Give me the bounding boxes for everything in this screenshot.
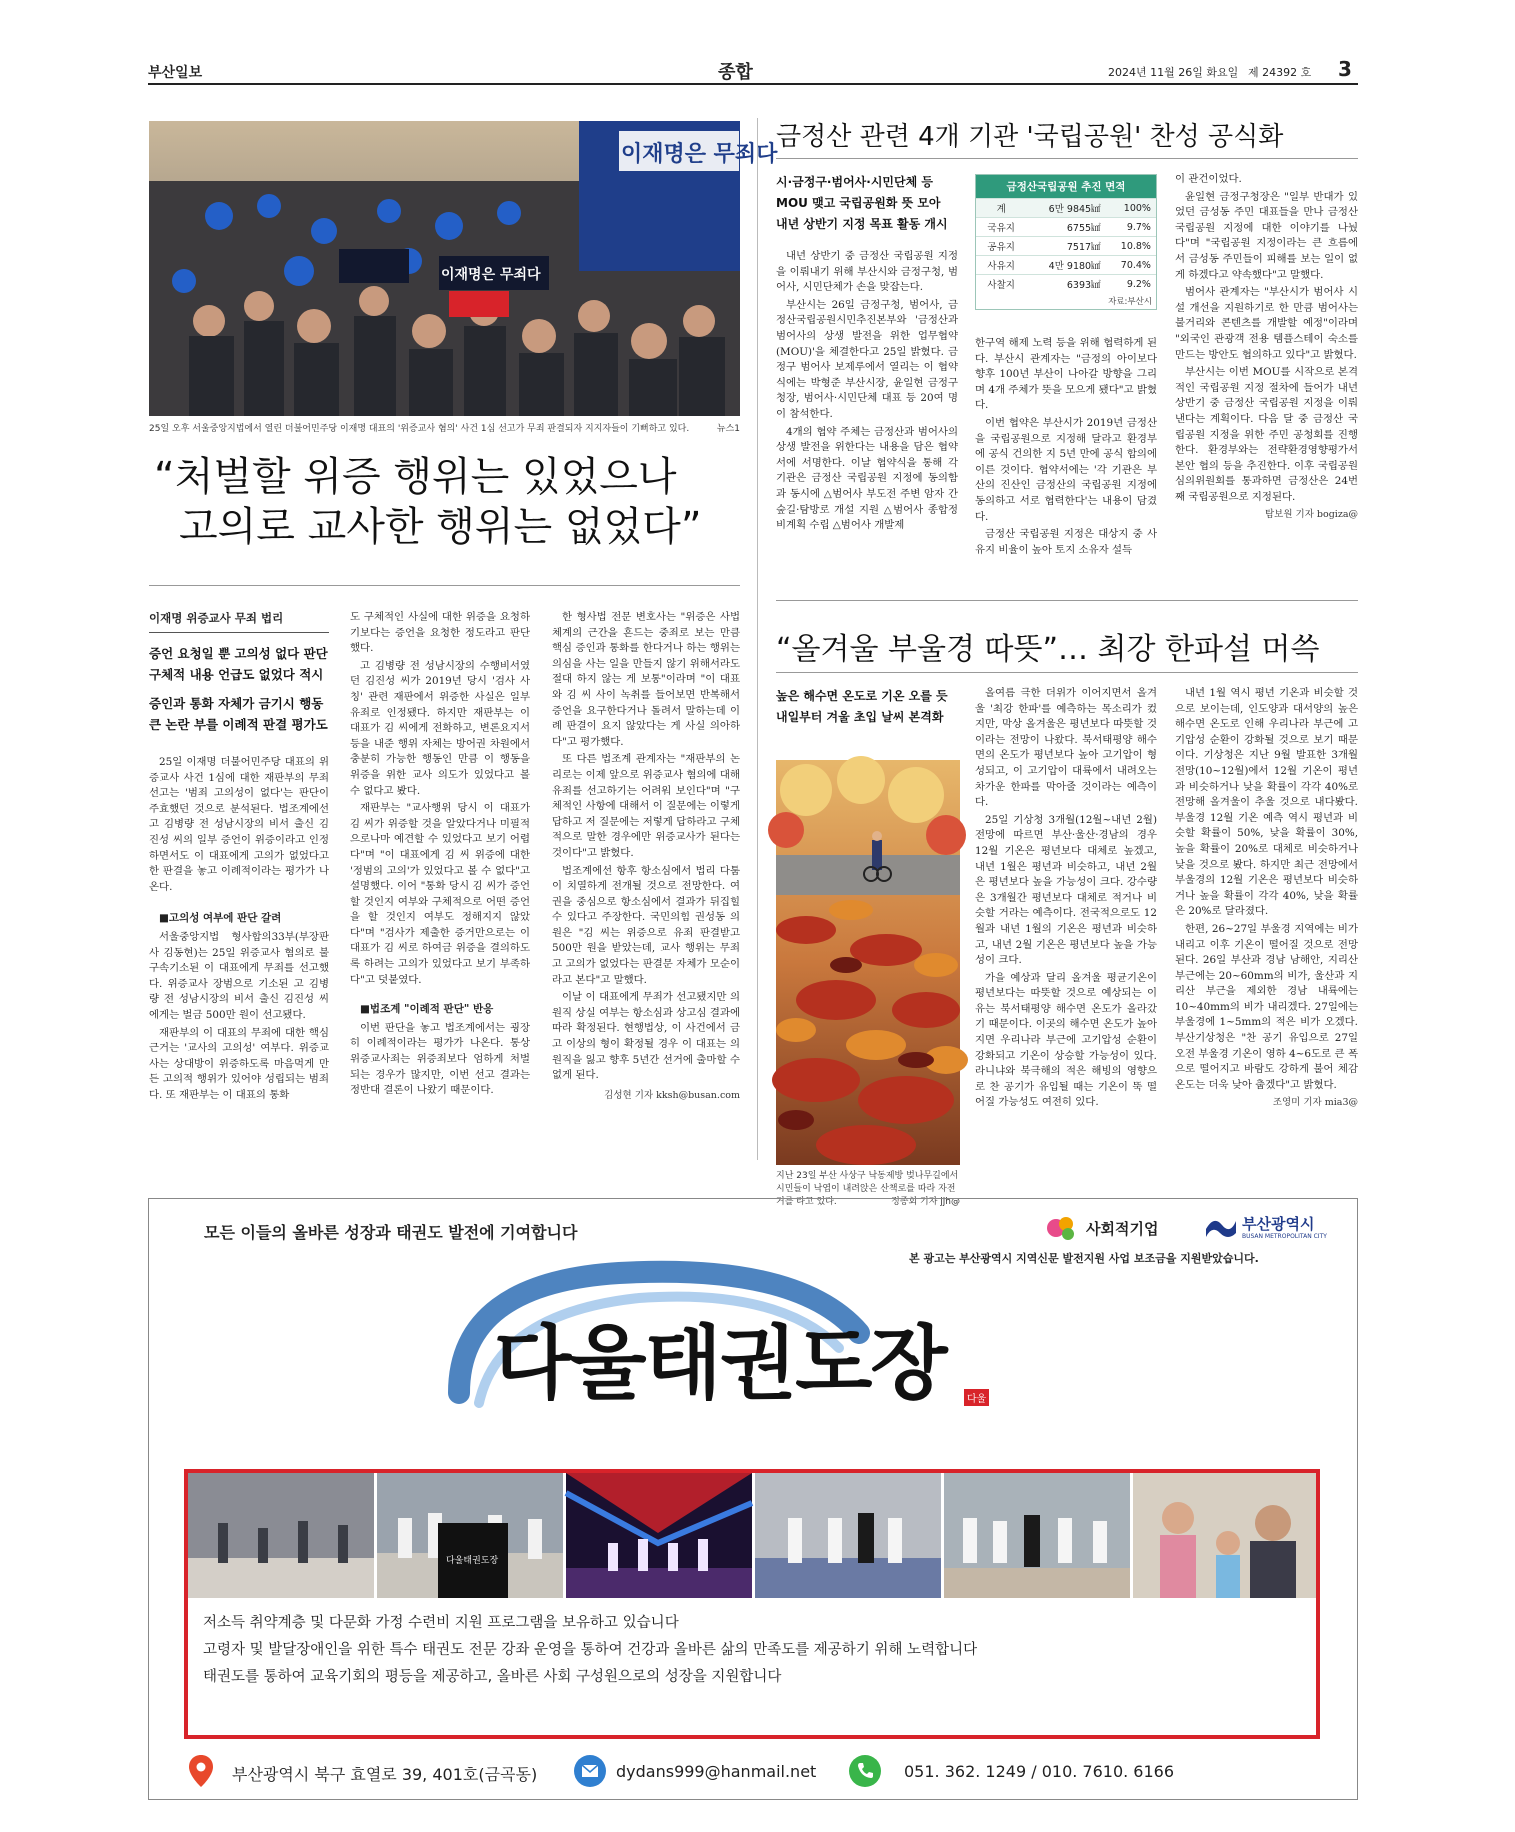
location-pin-icon	[189, 1755, 213, 1787]
park-weather-divider	[776, 600, 1358, 601]
ad-address: 부산광역시 북구 효열로 39, 401호(금곡동)	[232, 1765, 538, 1784]
section-name: 종합	[718, 62, 753, 83]
autumn-photo-caption: 지난 23일 부산 사상구 낙동제방 벚나무길에서 시민들이 낙엽이 내려앉은 산책로를 따라 자전거를 타고 있다. 정종회 기자 jjh@	[776, 1171, 960, 1207]
ad-brand-mark: 다울	[964, 1389, 989, 1406]
table-cell-label: 국유지	[987, 223, 1015, 234]
ad-contact-row	[184, 1755, 1320, 1791]
table-cell-area: 6755㎢	[1066, 223, 1101, 234]
table-cell-label: 공유지	[987, 242, 1015, 253]
headline-weather: “올겨울 부울경 따뜻”… 최강 한파설 머쓱	[776, 632, 1320, 667]
park-body-1: 내년 상반기 중 금정산 국립공원 지정을 이뤄내기 위해 부산시와 금정구청, 범어사, 시민단체가 손을 맞잡는다. 부산시는 26일 금정구청, 범어사, 금정산국립공원시민추진본부와 '금정산과 범어사의 상생 발전을 위한 업무협약(MOU)'을 체결한다고 25일 밝혔다. 금정구 범어사 보제루에서 열리는 이 협약식에는 박형준 부산시장, 윤일현 금정구청장, 범어사·시민단체 대표 등 20여 명이 참석한다. 4개의 협약 주체는 금정산과 범어사의 상생 발전을 위한다는 내용을 담은 협약서에 서명한다. 이날 협약식을 통해 각 기관은 금정산 국립공원 지정에 동의함과 동시에 △범어사 부도전 주변 암자 간 숲길·탐방로 개설 지원 △범어사 종합정비계획 수립 △범어사 개발제	[776, 250, 958, 532]
weather-deck: 높은 해수면 온도로 기온 오를 듯 내일부터 겨울 초입 날씨 본격화	[776, 689, 948, 724]
taekwondo-ad	[148, 1198, 1358, 1800]
headline-park-divider	[776, 158, 1358, 159]
table-row	[976, 236, 1156, 255]
park-column-3: 이 관건이었다. 윤일현 금정구청장은 "일부 반대가 있었던 금성동 주민 대표들을 만나 금정산 국립공원 지정에 대한 이야기를 나눴다"며 "국립공원 지정이라는 큰 흐름에서 금성동 주민들이 피해를 보는 일이 없게 하겠다고 약속했다"고 말했다. 범어사 관계자는 "부산시가 범어사 시설 개선을 지원하기로 한 만큼 범어사는 불거리와 콘텐츠를 개발할 예정"이라며 "외국인 관광객 전용 템플스테이 숙소를 만드는 방안도 협의하고 있다"고 밝혔다. 부산시는 이번 MOU를 시작으로 본격적인 국립공원 지정 절차에 들어가 내년 상반기 중 금정산 국립공원 지정을 이뤄낸다는 계획이다. 다음 달 중 금정산 국립공원 지정을 위한 주민 공청회를 진행한다. 환경부와는 전략환경영향평가서 본안 협의 등을 추진한다. 이후 국립공원심의위원회를 통과하면 금정산은 24번째 국립공원으로 지정된다. 탐보원 기자 bogiza@	[1175, 172, 1358, 523]
weather-column-2: 올여름 극한 더위가 이어지면서 올겨울 '최강 한파'를 예측하는 목소리가 컸지만, 막상 올겨울은 평년보다 따뜻할 것이라는 전망이 나왔다. 북서태평양 해수면의 온도가 평년보다 높아 고기압이 형성되고, 이 고기압이 대륙에서 내려오는 차가운 한파를 막아줄 것이라는 예측이다. 25일 기상청 3개월(12월~내년 2월) 전망에 따르면 부산·울산·경남의 경우 12월 기온은 평년보다 대체로 높겠고, 내년 1월은 평년과 비슷하고, 내년 2월은 평년보다 높을 가능성이 크다. 강수량은 3개월간 평년보다 대체로 적거나 비슷할 거라는 예측이다. 전국적으로도 12월과 내년 1월의 기온은 평년과 비슷하고, 내년 2월 기온은 평년보다 높을 가능성이 크다. 가을 예상과 달리 올겨울 평균기온이 평년보다는 따뜻할 것으로 예상되는 이유는 북서태평양 해수면 온도가 올라갔기 때문이다. 이곳의 해수면 온도가 높아지면 우리나라 부근에 고기압성 순환이 강화되고 기온이 상승할 가능성이 있다. 라니냐와 북극해의 적은 해빙의 영향으로 찬 공기가 유입될 때는 기온이 뚝 떨어질 가능성도 여전히 있다.	[975, 687, 1157, 1109]
table-cell-pct: 100%	[1123, 202, 1151, 214]
table-cell-pct: 70.4%	[1120, 259, 1151, 271]
table-title: 금정산국립공원 추진 면적	[976, 175, 1156, 198]
dojang-emblem-text: 다울태권도장	[446, 1556, 499, 1566]
protest-photo	[149, 121, 778, 416]
ad-brand-name: 다울태권도장	[494, 1316, 946, 1410]
table-cell-pct: 10.8%	[1120, 240, 1151, 252]
table-cell-area: 4만 9180㎢	[1048, 261, 1101, 272]
headline-park: 금정산 관련 4개 기관 '국립공원' 찬성 공식화	[776, 122, 1284, 152]
table-cell-area: 6만 9845㎢	[1048, 204, 1101, 215]
ad-subsidy-notice: 본 광고는 부산광역시 지역신문 발전지원 사업 보조금을 지원받았습니다.	[909, 1252, 1259, 1265]
table-cell-pct: 9.7%	[1126, 221, 1151, 233]
headline-line-2: 고의로 교사한 행위는 없었다”	[179, 504, 702, 550]
ad-line-3: 태권도를 통하여 교육기회의 평등을 제공하고, 올바른 사회 구성원으로의 성장을 지원합니다	[203, 1669, 782, 1685]
issue-number: 제 24392 호	[1248, 66, 1312, 79]
ad-phone[interactable]: 051. 362. 1249 / 010. 7610. 6166	[904, 1762, 1175, 1781]
social-enterprise-badge: 사회적기업	[1042, 1213, 1182, 1243]
social-enterprise-icon	[1042, 1213, 1082, 1243]
lee-byline: 김성현 기자 kksh@busan.com	[604, 1089, 740, 1101]
masthead	[148, 57, 1358, 85]
park-column-1	[776, 172, 958, 536]
phone-icon	[849, 1755, 881, 1787]
park-column-2: 한구역 해제 노력 등을 위해 협력하게 된다. 부산시 관계자는 "금정의 아이보다 향후 100년 부산이 나아갈 방향을 그리며 4개 주체가 뜻을 모으게 됐다"고 밝혔다. 이번 협약은 부산시가 2019년 금정산을 국립공원으로 지정해 달라고 환경부에 공식 건의한 지 5년 만에 공식 합의에 이른 것이다. 협약서에는 '각 기관은 부산의 진산인 금정산의 국립공원 지정에 동의하고 서로 협력한다'는 내용이 담겼다. 금정산 국립공원 지정은 대상지 중 사유지 비율이 높아 토지 소유자 설득	[975, 337, 1157, 556]
headline-line-1: “처벌할 위증 행위는 있었으나	[154, 454, 677, 500]
lee-column-3: 한 형사법 전문 변호사는 "위증은 사법체계의 근간을 흔드는 중죄로 보는 만큼 핵심 증인과 통화를 한다거나 하는 행위는 의심을 사는 일을 만들지 않기 위해서라도 절대 하지 않는 게 보통"이라며 "이 대표와 김 씨 사이 녹취를 들어보면 반복해서 증언을 요구한다거나 돌려서 말하는데 이례 판결이 요지 않았다는 게 사실 의아하다"고 평가했다. 또 다른 법조계 관계자는 "재판부의 논리로는 이제 앞으로 위증교사 혐의에 대해 유죄를 선고하기는 어려워 보인다"며 "구체적인 사항에 대해서 이 질문에는 이렇게 답하고 저 질문에는 저렇게 답하라고 구체적으로 말한 경우에만 위증교사가 된다는 것이다"고 밝혔다. 법조계에선 항후 항소심에서 법리 다툼이 치열하게 전개될 것으로 전망한다. 여권을 중심으로 항소심에서 결과가 뒤집힐 수 있다고 주장한다. 국민의힘 권성동 의원은 "김 씨는 위증으로 유죄 판결받고 500만 원을 받았는데, 교사 행위는 무죄고 고의가 없었다는 판결문 자체가 모순이라고 본다"고 말했다. 이날 이 대표에게 무죄가 선고됐지만 의원직 상실 여부는 항소심과 상고심 결과에 따라 확정된다. 현행법상, 이 사건에서 금고 이상의 형이 확정될 경우 이 대표는 의원직을 잃고 향후 5년간 선거에 출마할 수 없게 된다. 김성현 기자 kksh@busan.com	[552, 610, 740, 1103]
protest-sign: 이재명은 무죄다	[621, 142, 778, 167]
ad-line-2: 고령자 및 발달장애인을 위한 특수 태권도 전문 강좌 운영을 통하여 건강과 올바른 삶의 만족도를 제공하기 위해 노력합니다	[203, 1642, 978, 1658]
headline-lee	[149, 452, 740, 552]
protest-placard: 이재명은 무죄다	[441, 267, 541, 283]
lee-deck: 증언 요청일 뿐 고의성 없다 판단 구체적 내용 언급도 없었다 적시 증인과 통화 자체가 금기시 행동 큰 논란 부를 이례적 판결 평가도	[149, 646, 328, 732]
ad-photo-strip	[188, 1473, 1316, 1598]
lee-column-2: 도 구체적인 사실에 대한 위증을 요청하기보다는 증언을 요청한 정도라고 판단했다. 고 김병량 전 성남시장의 수행비서였던 김진성 씨가 2019년 당시 '검사 사칭' 관련 재판에서 위증한 사실은 일부 유죄로 인정됐다. 하지만 재판부는 이 대표가 김 씨에게 전화하고, 변론요지서 등을 내준 행위 자체는 방어권 차원에서 충분히 가능한 행동인 만큼 이 행동을 위증을 위한 교사 의도가 있었다고 볼 수 없다고 봤다. 재판부는 "교사행위 당시 이 대표가 김 씨가 위증할 것을 알았다거나 미필적으로나마 예견할 수 있었다고 보기 어렵다"며 "이 대표에게 김 씨 위증에 대한 '정범의 고의'가 있었다고 볼 수 없다"고 설명했다. 이어 "통화 당시 김 씨가 증언할 것인지 여부와 구체적으로 어떤 증언을 할 것인지 여부도 정해지지 않았다"며 "검사가 제출한 증거만으로는 이 대표가 김 씨로 하여금 위증을 결의하도록 하려는 고의가 있었다고 보기 부족하다"고 덧붙였다. ■법조계 "이례적 판단" 반응 이번 판단을 놓고 법조계에서는 굉장히 이례적이라는 평가가 나온다. 통상 위증교사죄는 위증죄보다 엄하게 처벌되는 경우가 많지만, 이번 선고 결과는 정반대 결론이 나왔기 때문이다.	[350, 611, 530, 1097]
lee-kicker: 이재명 위증교사 무죄 법리	[149, 610, 329, 633]
table-row	[976, 274, 1156, 293]
ad-line-1: 저소득 취약계층 및 다문화 가정 수련비 지원 프로그램을 보유하고 있습니다	[203, 1615, 679, 1631]
table-cell-label: 사유지	[987, 261, 1015, 272]
headline-weather-divider	[776, 672, 1358, 673]
table-cell-area: 6393㎢	[1066, 280, 1101, 291]
issue-date: 2024년 11월 26일 화요일	[1108, 66, 1239, 79]
busan-city-icon	[1204, 1211, 1238, 1241]
table-cell-pct: 9.2%	[1126, 278, 1151, 290]
photo-credit: 뉴스1	[716, 424, 740, 434]
table-cell-label: 사찰지	[987, 280, 1015, 291]
ad-info-box	[184, 1469, 1320, 1739]
table-cell-area: 7517㎢	[1066, 242, 1101, 253]
autumn-leaves-photo	[776, 760, 960, 1165]
table-body	[976, 198, 1156, 293]
table-row	[976, 198, 1156, 217]
weather-column-3: 내년 1월 역시 평년 기온과 비슷할 것으로 보이는데, 인도양과 대서양의 높은 해수면 온도로 인해 우리나라 부근에 고기압성 순환이 강화될 것으로 보기 때문이다. 기상청은 지난 9월 발표한 3개월 전망(10~12월)에서 12월 기온이 평년과 비슷하거나 낮을 확률이 각각 40%로 전망해 올겨울이 추울 것으로 내다봤다. 부울경 12월 기온 예측 역시 평년과 비슷할 확률이 50%, 낮을 확률이 30%, 높을 확률이 20%로 대체로 비슷하거나 낮을 것으로 봤다. 하지만 최근 전망에서 부울경의 12월 기온은 평년보다 비슷하거나 높을 확률이 각각 40%, 낮을 확률은 20%로 달라졌다. 한편, 26~27일 부울경 지역에는 비가 내리고 이후 기온이 떨어질 것으로 전망된다. 26일 부산과 경남 남해안, 지리산 부근에는 20~60mm의 비가, 울산과 지리산 부근을 제외한 경남 내륙에는 10~40mm의 비가 내리겠다. 27일에는 부울경에 1~5mm의 적은 비가 오겠다. 부산기상청은 "찬 공기 유입으로 27일 오전 부울경 기온이 영하 4~6도로 큰 폭으로 떨어지고 바람도 강하게 불어 체감온도는 더욱 낮아 춥겠다"고 밝혔다. 조영미 기자 mia3@	[1175, 686, 1358, 1111]
ad-info-lines	[203, 1610, 1303, 1691]
photo-credit: 정종회 기자 jjh@	[891, 1197, 960, 1207]
lee-column-1	[149, 610, 329, 1105]
weather-byline: 조영미 기자 mia3@	[1272, 1097, 1358, 1109]
lee-body-1: 25일 이재명 더불어민주당 대표의 위증교사 사건 1심에 대한 재판부의 무죄 선고는 '범죄 고의성이 없다'는 판단이 주효했던 것으로 분석된다. 법조계에선 고 김병량 전 성남시장의 비서 출신 김진성 씨의 일부 증언이 위증이라고 인정하면서도 이 대표에게 고의가 없었다고 한 판결을 놓고 이례적이라는 평가가 나온다. ■고의성 여부에 판단 갈려 서울중앙지법 형사합의33부(부장판사 김동현)는 25일 위증교사 혐의로 불구속기소된 이 대표에게 무죄를 선고했다. 위증교사 장범으로 기소된 고 김병량 전 성남시장의 비서 출신 김진성 씨에게는 벌금 500만 원이 선고됐다. 재판부의 이 대표의 무죄에 대한 핵심 근거는 '교사의 고의성' 여부다. 위증교사는 상대방이 위증하도록 마음먹게 만든 고의적 행위가 있어야 성립되는 범죄다. 또 재판부는 이 대표의 통화	[149, 756, 329, 1101]
email-icon	[574, 1755, 606, 1787]
busan-city-logo: 부산광역시 BUSAN METROPOLITAN CITY	[1204, 1211, 1344, 1247]
paper-name: 부산일보	[148, 65, 203, 81]
table-source: 자료:부산시	[1108, 297, 1152, 307]
park-area-table	[975, 174, 1157, 310]
park-deck: 시·금정구·범어사·시민단체 등 MOU 맺고 국립공원화 뜻 모아 내년 상반기 지정 목표 활동 개시	[776, 175, 948, 231]
table-row	[976, 255, 1156, 274]
page-number: 3	[1338, 57, 1352, 81]
ad-email[interactable]: dydans999@hanmail.net	[616, 1762, 817, 1781]
protest-photo-caption: 25일 오후 서울중앙지법에서 열린 더불어민주당 이재명 대표의 '위증교사 혐의' 사건 1심 선고가 무죄 판결되자 지지자들이 기뻐하고 있다. 뉴스1	[149, 421, 740, 435]
headline-lee-divider	[149, 585, 740, 586]
park-byline: 탐보원 기자 bogiza@	[1264, 509, 1358, 521]
page-column-divider	[757, 118, 758, 1160]
table-cell-label: 계	[996, 204, 1006, 215]
ad-tagline: 모든 이들의 올바른 성장과 태권도 발전에 기여합니다	[204, 1223, 578, 1242]
table-row	[976, 217, 1156, 236]
